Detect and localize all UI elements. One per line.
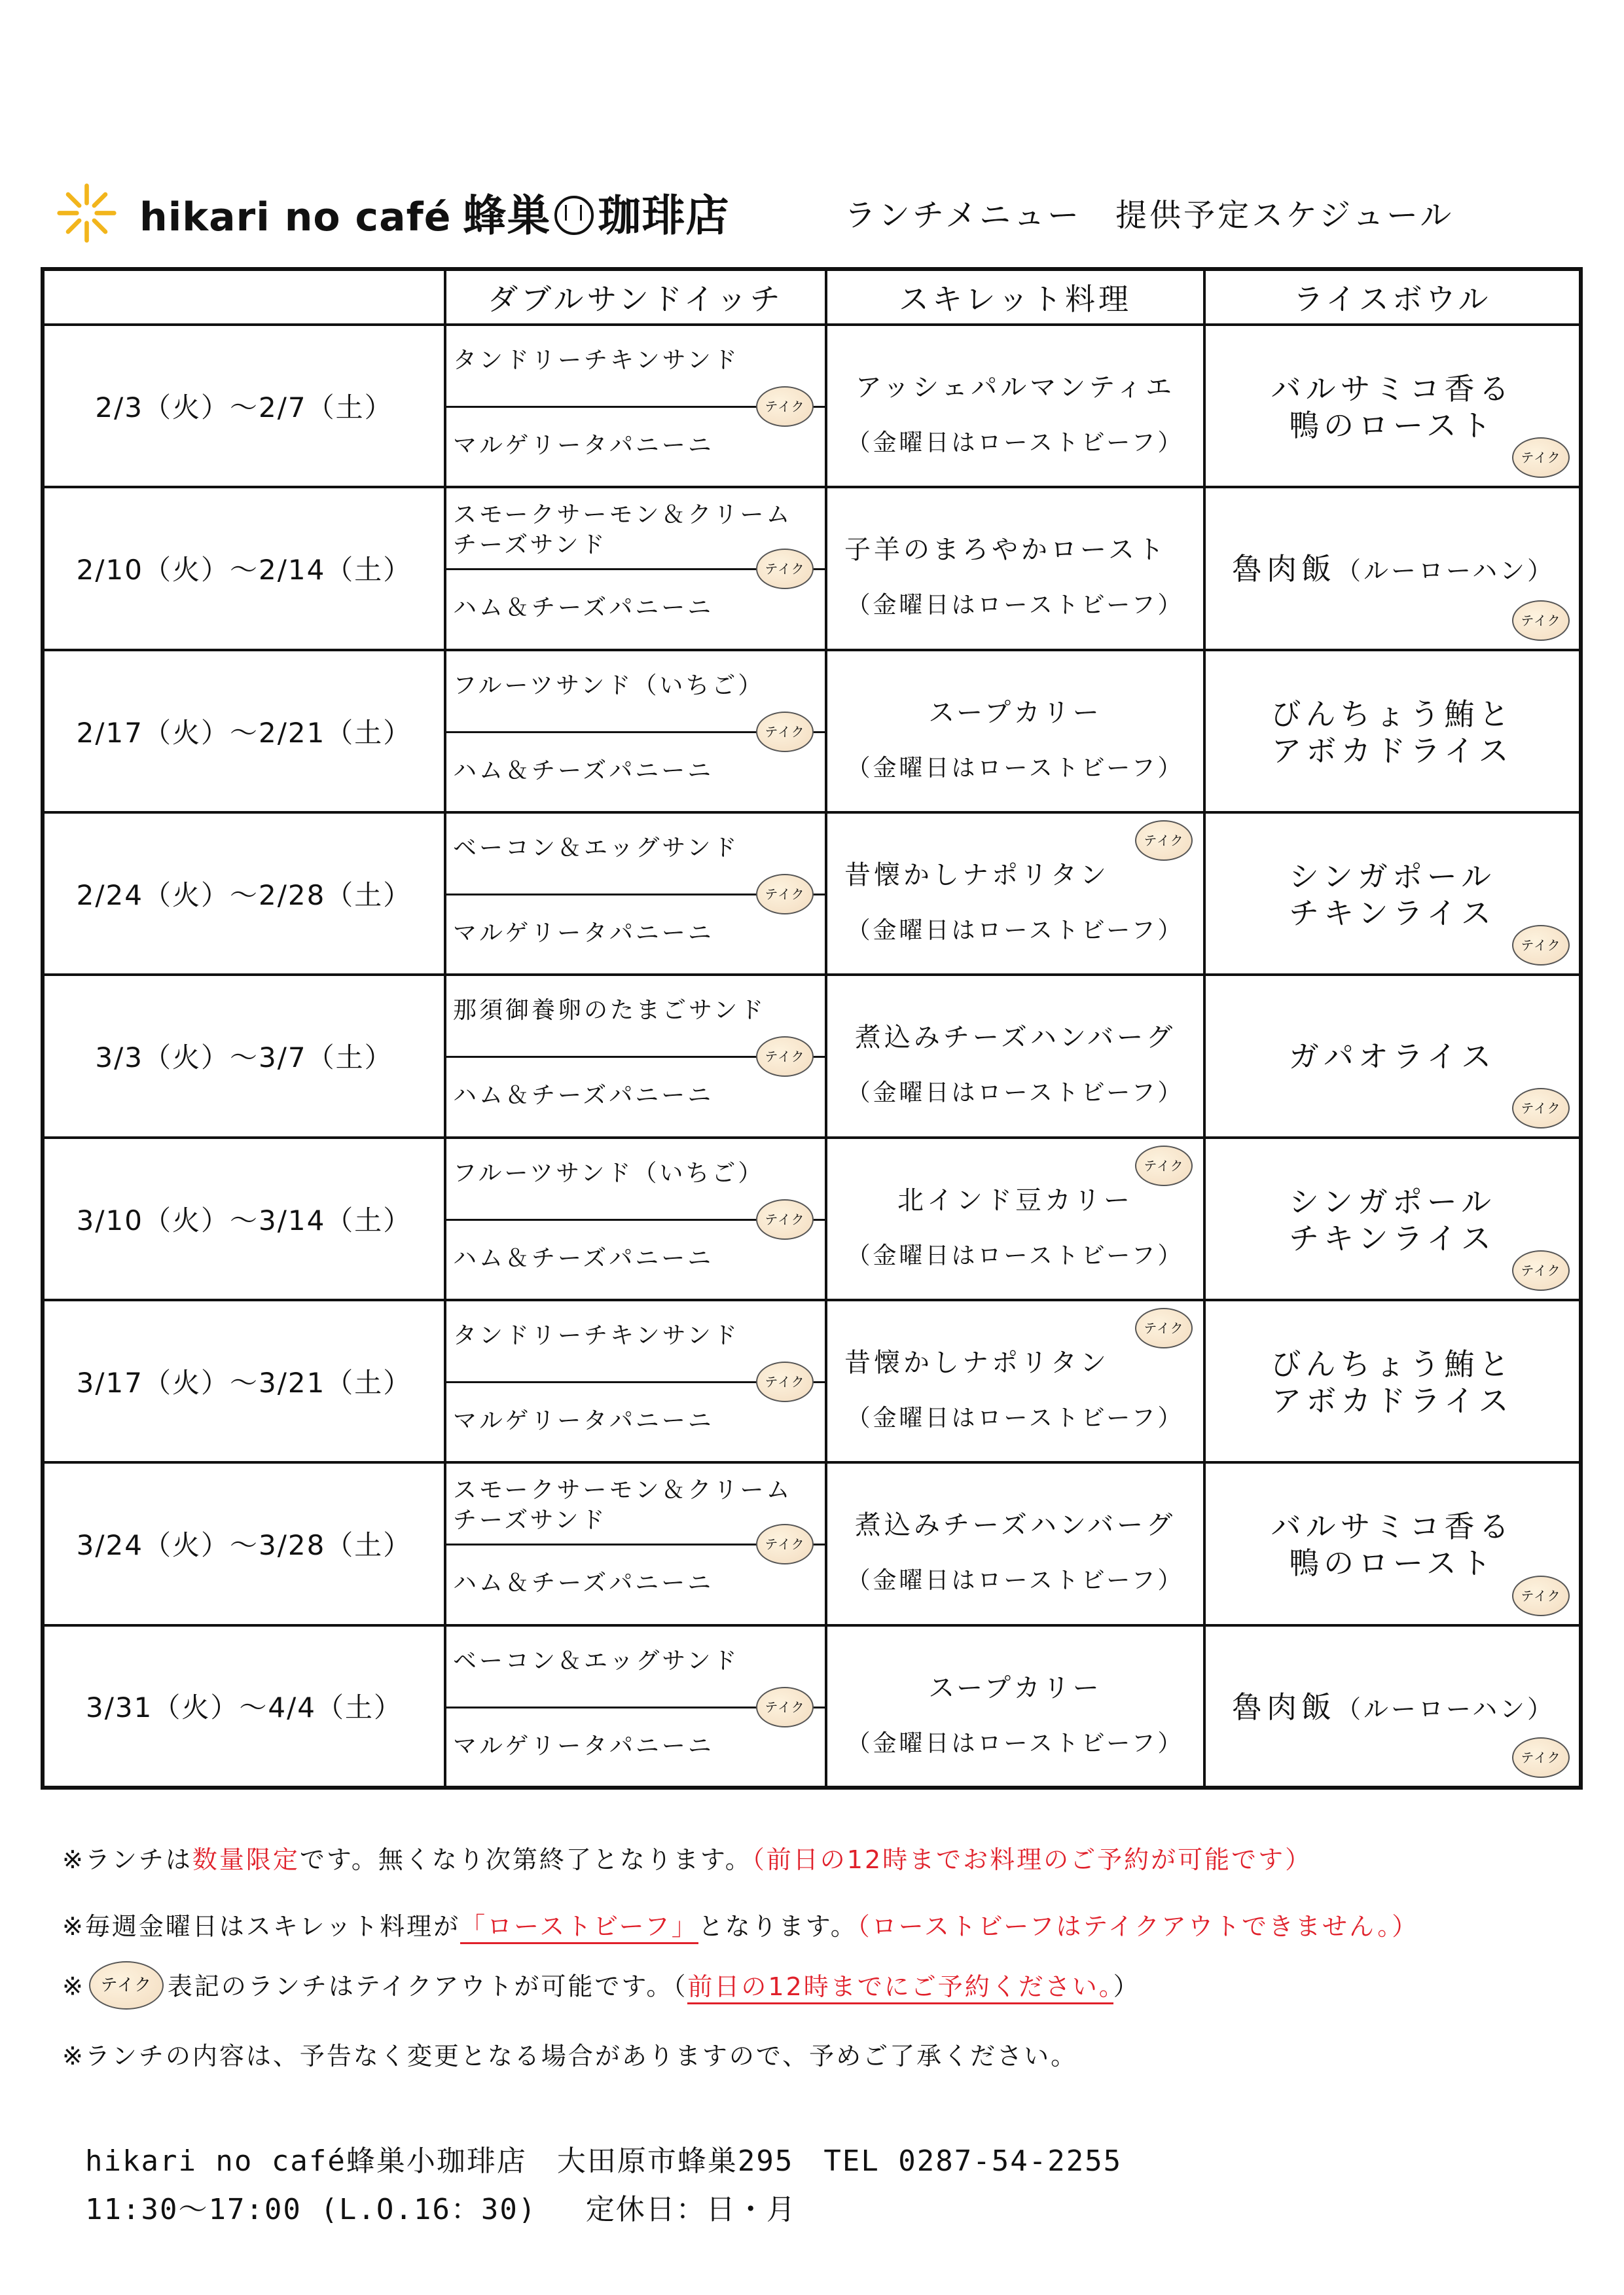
- sun-logo-icon: [56, 182, 118, 244]
- skillet-cell: [826, 1138, 1204, 1300]
- note-1-limited: 数量限定: [192, 1845, 300, 1874]
- takeout-badge-icon: テイク: [756, 1687, 814, 1727]
- note-2: [62, 1906, 1418, 1942]
- skillet-cell: [826, 1300, 1204, 1462]
- schedule-row: [43, 650, 1581, 812]
- skillet-note: （金曜日はローストビーフ）: [846, 429, 1184, 456]
- schedule-row: [43, 1138, 1581, 1300]
- note-3-paren-close: ）: [1113, 1972, 1140, 2001]
- ricebowl-cell: [1204, 325, 1581, 487]
- ricebowl-name: 魯肉飯: [1232, 1689, 1336, 1725]
- sandwich-cell: [445, 325, 826, 487]
- sandwich-cell: [445, 487, 826, 649]
- takeout-badge-icon: テイク: [756, 386, 814, 427]
- sandwich-bottom: ハム＆チーズパニーニ: [453, 1570, 714, 1597]
- ricebowl-reading: （ルーローハン）: [1336, 556, 1555, 586]
- note-2-text-a: ※毎週金曜日はスキレット料理が: [62, 1912, 461, 1941]
- sandwich-cell: [445, 812, 826, 975]
- schedule-row: [43, 487, 1581, 649]
- ricebowl-cell: [1204, 975, 1581, 1137]
- sandwich-bottom: マルゲリータパニーニ: [453, 432, 714, 459]
- ricebowl-name: びんちょう鮪と アボカドライス: [1271, 1346, 1514, 1419]
- skillet-cell: [826, 1625, 1204, 1788]
- ricebowl-dish: [1232, 1689, 1579, 1727]
- skillet-cell: [826, 812, 1204, 975]
- skillet-dish: 煮込みチーズハンバーグ: [854, 1510, 1176, 1541]
- ricebowl-dish: [1206, 370, 1579, 446]
- ricebowl-dish: [1206, 1038, 1579, 1077]
- sandwich-top: スモークサーモン＆クリーム チーズサンド: [453, 1477, 793, 1534]
- takeout-badge-icon: テイク: [1512, 600, 1570, 641]
- skillet-dish: 昔懐かしナポリタン: [844, 1347, 1110, 1378]
- takeout-badge-icon: テイク: [1512, 1088, 1570, 1129]
- skillet-cell: [826, 325, 1204, 487]
- takeout-badge-icon: テイク: [1512, 1250, 1570, 1291]
- ricebowl-name: バルサミコ香る 鴨のロースト: [1271, 1509, 1514, 1581]
- ricebowl-name: シンガポール チキンライス: [1289, 1184, 1496, 1256]
- takeout-badge-icon: テイク: [756, 1362, 814, 1402]
- note-1-text-c: です。無くなり次第終了となります。: [299, 1845, 752, 1874]
- brand-jp-1: 蜂巣: [463, 190, 551, 241]
- schedule-row: [43, 1625, 1581, 1788]
- takeout-badge-icon: テイク: [756, 874, 814, 914]
- skillet-note: （金曜日はローストビーフ）: [846, 916, 1184, 944]
- ricebowl-cell: [1204, 487, 1581, 649]
- date-cell: 3/10（火）～3/14（土）: [43, 1138, 445, 1300]
- footer-address: hikari no café蜂巣小珈琲店 大田原市蜂巣295 TEL 0287-54-2255: [85, 2144, 1123, 2178]
- skillet-dish: 昔懐かしナポリタン: [844, 859, 1110, 890]
- schedule-row: [43, 1300, 1581, 1462]
- takeout-badge-icon: テイク: [1512, 925, 1570, 966]
- skillet-note: （金曜日はローストビーフ）: [846, 1079, 1184, 1107]
- skillet-note: （金曜日はローストビーフ）: [846, 592, 1184, 619]
- sandwich-top: タンドリーチキンサンド: [453, 1322, 740, 1349]
- ricebowl-reading: （ルーローハン）: [1336, 1694, 1555, 1724]
- corner-cell: [43, 269, 445, 325]
- skillet-note: （金曜日はローストビーフ）: [846, 754, 1184, 782]
- footer-hours: 11:30～17:00 (L.O.16：30) 定休日：日・月: [85, 2193, 797, 2226]
- ricebowl-dish: [1232, 551, 1579, 589]
- note-3-reserve: 前日の12時までにご予約ください。: [687, 1972, 1113, 2004]
- note-3: [62, 1964, 1140, 2012]
- takeout-badge-icon: テイク: [1135, 1146, 1193, 1186]
- skillet-cell: [826, 1462, 1204, 1625]
- brand-title: [139, 181, 729, 243]
- ricebowl-dish: [1206, 1346, 1579, 1421]
- takeout-badge-icon: テイク: [1135, 1308, 1193, 1348]
- takeout-badge-icon: テイク: [1512, 437, 1570, 478]
- ricebowl-name: ガパオライス: [1288, 1039, 1496, 1075]
- ricebowl-cell: [1204, 1462, 1581, 1625]
- schedule-row: [43, 325, 1581, 487]
- date-cell: 3/17（火）～3/21（土）: [43, 1300, 445, 1462]
- skillet-dish: アッシェパルマンティエ: [855, 372, 1176, 403]
- date-cell: 2/3（火）～2/7（土）: [43, 325, 445, 487]
- date-cell: 2/10（火）～2/14（土）: [43, 487, 445, 649]
- schedule-table: [41, 267, 1583, 1790]
- note-3-paren-open: （: [673, 1972, 688, 2001]
- sandwich-bottom: ハム＆チーズパニーニ: [453, 1082, 714, 1110]
- takeout-badge-icon: テイク: [756, 1036, 814, 1077]
- takeout-badge-icon: テイク: [756, 1199, 814, 1240]
- sandwich-top: ベーコン＆エッグサンド: [453, 834, 740, 861]
- takeout-badge-icon: テイク: [1512, 1737, 1570, 1778]
- ricebowl-dish: [1206, 696, 1579, 771]
- takeout-badge-icon: テイク: [756, 1524, 814, 1564]
- takeout-badge-icon: テイク: [756, 549, 814, 589]
- sandwich-top: 那須御養卵のたまごサンド: [453, 997, 767, 1024]
- ricebowl-cell: [1204, 1300, 1581, 1462]
- takeout-badge-icon: テイク: [756, 712, 814, 752]
- sandwich-cell: [445, 1300, 826, 1462]
- sandwich-bottom: ハム＆チーズパニーニ: [453, 1244, 714, 1272]
- ricebowl-cell: [1204, 1625, 1581, 1788]
- skillet-dish: スープカリー: [928, 1672, 1102, 1703]
- sandwich-cell: [445, 650, 826, 812]
- skillet-dish: スープカリー: [928, 697, 1102, 728]
- ricebowl-dish: [1206, 1508, 1579, 1583]
- sandwich-top: スモークサーモン＆クリーム チーズサンド: [453, 501, 793, 559]
- seal-icon: [554, 196, 594, 235]
- col-header-skillet: スキレット料理: [826, 269, 1204, 325]
- ricebowl-dish: [1206, 858, 1579, 933]
- skillet-dish: 煮込みチーズハンバーグ: [854, 1022, 1176, 1053]
- schedule-row: [43, 975, 1581, 1137]
- sandwich-bottom: マルゲリータパニーニ: [453, 919, 714, 947]
- col-header-ricebowl: ライスボウル: [1204, 269, 1581, 325]
- note-1-text-a: ※ランチは: [62, 1845, 192, 1874]
- skillet-cell: [826, 487, 1204, 649]
- ricebowl-name: バルサミコ香る 鴨のロースト: [1271, 371, 1514, 443]
- sandwich-bottom: マルゲリータパニーニ: [453, 1732, 714, 1760]
- footer: [85, 2137, 1122, 2234]
- date-cell: 2/17（火）～2/21（土）: [43, 650, 445, 812]
- skillet-note: （金曜日はローストビーフ）: [846, 1242, 1184, 1269]
- sandwich-cell: [445, 1625, 826, 1788]
- col-header-sandwich: ダブルサンドイッチ: [445, 269, 826, 325]
- ricebowl-dish: [1206, 1184, 1579, 1259]
- ricebowl-name: 魯肉飯: [1232, 551, 1336, 587]
- sandwich-bottom: ハム＆チーズパニーニ: [453, 757, 714, 784]
- note-2-text-c: となります。: [698, 1912, 857, 1941]
- ricebowl-name: シンガポール チキンライス: [1289, 858, 1496, 931]
- schedule-row: [43, 812, 1581, 975]
- skillet-note: （金曜日はローストビーフ）: [846, 1567, 1184, 1595]
- date-cell: 3/3（火）～3/7（土）: [43, 975, 445, 1137]
- skillet-cell: [826, 975, 1204, 1137]
- skillet-dish: 子羊のまろやかロースト: [844, 535, 1167, 566]
- page-subtitle: ランチメニュー 提供予定スケジュール: [844, 197, 1454, 234]
- ricebowl-name: びんちょう鮪と アボカドライス: [1271, 696, 1514, 768]
- date-cell: 2/24（火）～2/28（土）: [43, 812, 445, 975]
- note-1-reserve: （前日の12時までお料理のご予約が可能です）: [751, 1845, 1312, 1874]
- skillet-dish: 北インド豆カリー: [897, 1185, 1133, 1216]
- ricebowl-cell: [1204, 650, 1581, 812]
- note-4: ※ランチの内容は、予告なく変更となる場合がありますので、予めご了承ください。: [62, 2042, 1078, 2070]
- sandwich-cell: [445, 1138, 826, 1300]
- note-3-mark: ※: [62, 1972, 85, 2001]
- date-cell: 3/31（火）～4/4（土）: [43, 1625, 445, 1788]
- sandwich-top: タンドリーチキンサンド: [453, 347, 740, 374]
- skillet-note: （金曜日はローストビーフ）: [846, 1404, 1184, 1432]
- date-cell: 3/24（火）～3/28（土）: [43, 1462, 445, 1625]
- sandwich-top: フルーツサンド（いちご）: [453, 1159, 765, 1187]
- sandwich-top: ベーコン＆エッグサンド: [453, 1647, 740, 1674]
- skillet-note: （金曜日はローストビーフ）: [846, 1729, 1184, 1757]
- sandwich-cell: [445, 1462, 826, 1625]
- note-2-roastbeef: 「ローストビーフ」: [460, 1912, 698, 1944]
- ricebowl-cell: [1204, 1138, 1581, 1300]
- takeout-badge-icon: テイク: [1135, 820, 1193, 861]
- sandwich-top: フルーツサンド（いちご）: [453, 672, 765, 699]
- skillet-cell: [826, 650, 1204, 812]
- ricebowl-cell: [1204, 812, 1581, 975]
- sandwich-bottom: マルゲリータパニーニ: [453, 1407, 714, 1434]
- sandwich-bottom: ハム＆チーズパニーニ: [453, 594, 714, 622]
- note-1: [62, 1839, 1312, 1875]
- takeout-badge-icon: テイク: [1512, 1576, 1570, 1616]
- note-3-text-b: 表記のランチはテイクアウトが可能です。: [167, 1972, 674, 2001]
- sandwich-cell: [445, 975, 826, 1137]
- brand-en: hikari no café: [139, 194, 452, 240]
- note-2-no-takeout: （ローストビーフはテイクアウトできません。）: [857, 1912, 1419, 1941]
- takeout-badge-icon: テイク: [89, 1961, 164, 2010]
- schedule-row: [43, 1462, 1581, 1625]
- brand-jp-2: 珈琲店: [598, 190, 730, 241]
- page-header: [56, 175, 1561, 247]
